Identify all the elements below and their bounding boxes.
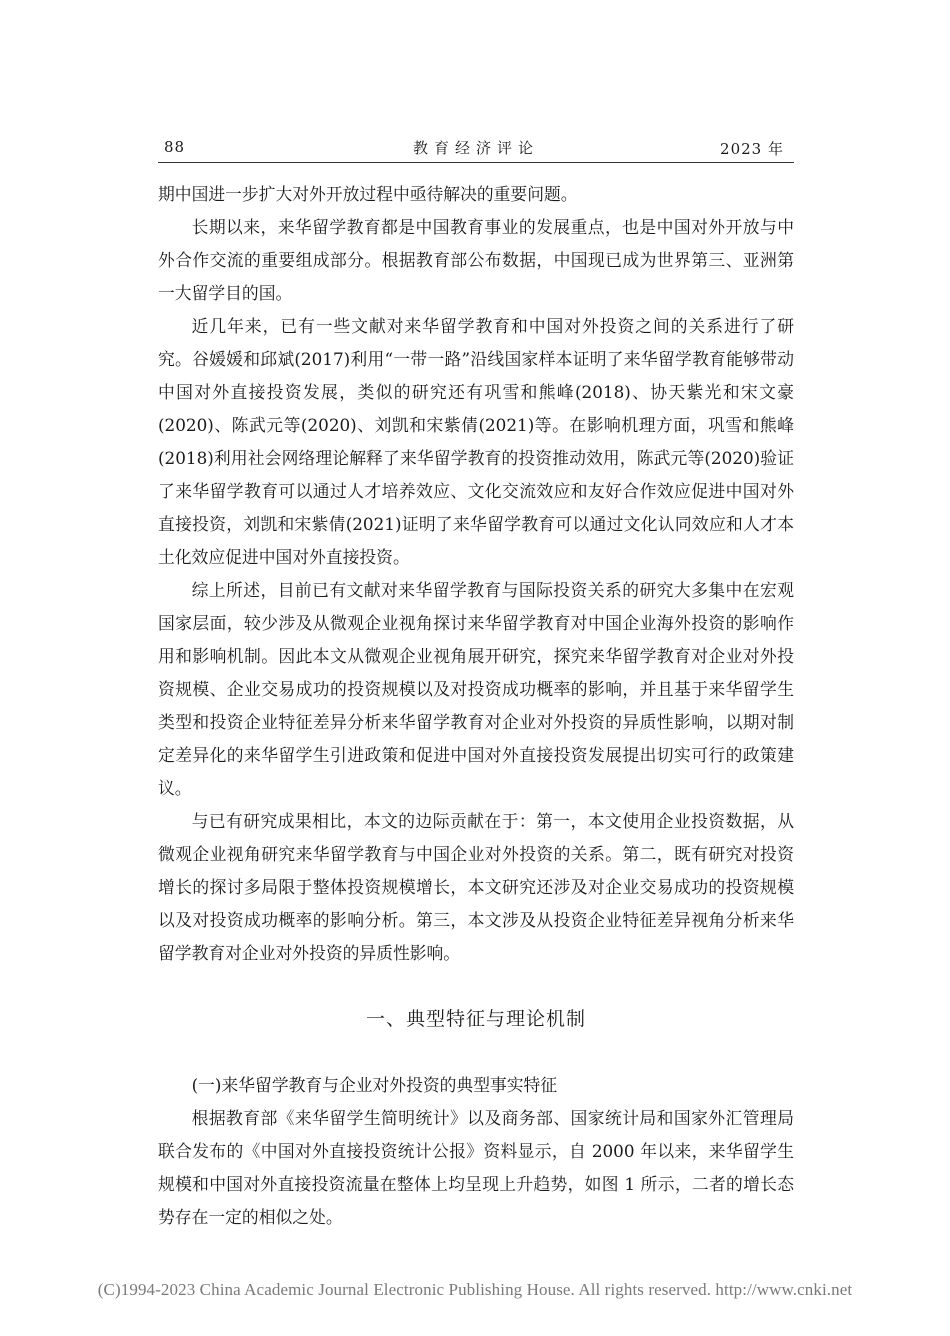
paragraph-background: 长期以来，来华留学教育都是中国教育事业的发展重点，也是中国对外开放与中外合作交流的重要组成部分。根据教育部公布数据，中国现已成为世界第三、亚洲第一大留学目的国。: [158, 217, 794, 303]
copyright-footer: (C)1994-2023 China Academic Journal Electronic Publishing House. All rights reserved. http://www.cnki.net: [97, 1280, 853, 1299]
subsection-title: (一)来华留学教育与企业对外投资的典型事实特征: [191, 1075, 558, 1095]
running-header: [158, 136, 794, 163]
section-title: 一、典型特征与理论机制: [365, 1008, 586, 1030]
paragraph-continued: 期中国进一步扩大对外开放过程中亟待解决的重要问题。: [158, 184, 578, 204]
paragraph-summary: 综上所述，目前已有文献对来华留学教育与国际投资关系的研究大多集中在宏观国家层面，较少涉及从微观企业视角探讨来华留学教育对中国企业海外投资的影响作用和影响机制。因此本文从微观企业视角展开研究，探究来华留学教育对企业对外投资规模、企业交易成功的投资规模以及对投资成功概率的影响，并且基于来华留学生类型和投资企业特征差异分析来华留学教育对企业对外投资的异质性影响，以期对制定差异化的来华留学生引进政策和促进中国对外直接投资发展提出切实可行的政策建议。: [158, 580, 794, 798]
paragraph-contribution: 与已有研究成果相比，本文的边际贡献在于：第一，本文使用企业投资数据，从微观企业视角研究来华留学教育与中国企业对外投资的关系。第二，既有研究对投资增长的探讨多局限于整体投资规模增长，本文研究还涉及对企业交易成功的投资规模以及对投资成功概率的影响分析。第三，本文涉及从投资企业特征差异视角分析来华留学教育对企业对外投资的异质性影响。: [158, 811, 794, 963]
paragraph-facts: 根据教育部《来华留学生简明统计》以及商务部、国家统计局和国家外汇管理局联合发布的《中国对外直接投资统计公报》资料显示，自 2000 年以来，来华留学生规模和中国对外直接投资流量在整体上均呈现上升趋势，如图 1 所示，二者的增长态势存在一定的相似之处。: [158, 1108, 794, 1227]
page-number: 88: [164, 138, 186, 156]
publication-year: 2023 年: [720, 140, 784, 158]
paragraph-literature: 近几年来，已有一些文献对来华留学教育和中国对外投资之间的关系进行了研究。谷媛媛和邱斌(2017)利用“一带一路”沿线国家样本证明了来华留学教育能够带动中国对外直接投资发展，类似的研究还有巩雪和熊峰(2018)、协天紫光和宋文豪(2020)、陈武元等(2020)、刘凯和宋紫倩(2021)等。在影响机理方面，巩雪和熊峰(2018)利用社会网络理论解释了来华留学教育的投资推动效用，陈武元等(2020)验证了来华留学教育可以通过人才培养效应、文化交流效应和友好合作效应促进中国对外直接投资，刘凯和宋紫倩(2021)证明了来华留学教育可以通过文化认同效应和人才本土化效应促进中国对外直接投资。: [158, 316, 794, 567]
journal-name: 教育经济评论: [412, 139, 539, 157]
article-body: [158, 178, 794, 1234]
